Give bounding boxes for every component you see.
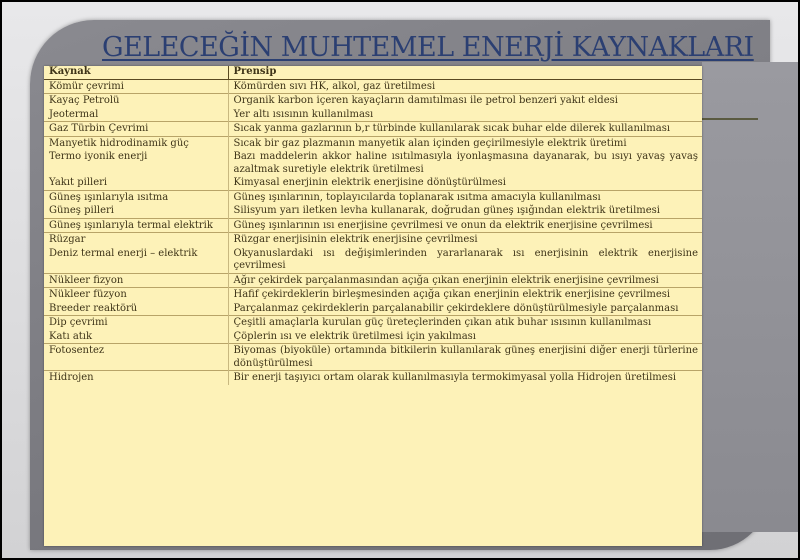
principle-cell: Organik karbon içeren kayaçların damıtılması ile petrol benzeri yakıt eldesi [228,94,702,108]
table-header-row [44,66,702,79]
source-cell: Dip çevrimi [44,316,228,330]
source-cell: Gaz Türbin Çevrimi [44,122,228,137]
source-cell: Rüzgar [44,233,228,247]
principle-cell: Kimyasal enerjinin elektrik enerjisine dönüştürülmesi [228,176,702,190]
source-cell: Katı atık [49,330,93,342]
table-row [44,108,702,122]
table-row [44,330,702,344]
source-cell: Nükleer füzyon [44,288,228,302]
table-row [44,190,702,204]
source-cell: Jeotermal [49,108,99,120]
slide-side-strip [702,62,798,532]
table-row [44,247,702,274]
table-row [44,233,702,247]
table-row [44,218,702,233]
principle-cell: Parçalanmaz çekirdeklerin parçalanabilir çekirdeklere dönüştürülmesiyle parçalanması [228,302,702,316]
source-cell: Nükleer fizyon [44,273,228,288]
table-row [44,316,702,330]
source-cell: Güneş ışınlarıyla termal elektrik [44,218,228,233]
source-cell: Kayaç Petrolü [44,94,228,108]
column-header-principle: Prensip [228,66,702,79]
table-row [44,288,702,302]
column-header-source: Kaynak [44,66,228,79]
principle-cell: Ağır çekirdek parçalanmasından açığa çıkan enerjinin elektrik enerjisine çevrilmesi [228,273,702,288]
principle-cell: Silisyum yarı iletken levha kullanarak, doğrudan güneş ışığından elektrik üretilmesi [228,204,702,218]
table-row [44,344,702,371]
principle-cell: Sıcak bir gaz plazmanın manyetik alan içinden geçirilmesiyle elektrik üretimi [228,136,702,150]
source-cell: Breeder reaktörü [49,302,138,314]
principle-cell: Yer altı ısısının kullanılması [228,108,702,122]
table-row [44,136,702,150]
source-cell: Güneş pilleri [49,205,114,216]
source-cell: Güneş ışınlarıyla ısıtma [44,190,228,204]
source-cell: Deniz termal enerji – elektrik [49,247,198,259]
principle-cell: Çeşitli amaçlarla kurulan güç üreteçlerinden çıkan atık buhar ısısının kullanılması [228,316,702,330]
table-row [44,204,702,218]
principle-cell: Kömürden sıvı HK, alkol, gaz üretilmesi [228,79,702,94]
principle-cell: Hafif çekirdeklerin birleşmesinden açığa çıkan enerjinin elektrik enerjisine çevrilmesi [228,288,702,302]
table-row [44,176,702,190]
principle-cell: Güneş ışınlarının, toplayıcılarda toplanarak ısıtma amacıyla kullanılması [228,190,702,204]
principle-cell: Rüzgar enerjisinin elektrik enerjisine çevrilmesi [228,233,702,247]
principle-cell: Biyomas (biyoküle) ortamında bitkilerin kullanılarak güneş enerjisini diğer enerji türlerine dönüştürülmesi [228,344,702,371]
decorative-line [702,118,758,120]
table-row [44,79,702,94]
principle-cell: Okyanuslardaki ısı değişimlerinden yararlanarak ısı enerjisinin elektrik enerjisine çevrilmesi [228,247,702,274]
principle-cell: Güneş ışınlarının ısı enerjisine çevrilmesi ve onun da elektrik enerjisine çevrilmesi [228,218,702,233]
source-cell: Yakıt pilleri [49,177,108,188]
table-row [44,273,702,288]
energy-sources-table [44,66,702,546]
source-cell: Termo iyonik enerji [49,151,148,162]
slide-title: GELECEĞİN MUHTEMEL ENERJİ KAYNAKLARI [102,32,754,63]
principle-cell: Bir enerji taşıyıcı ortam olarak kullanılmasıyla termokimyasal yolla Hidrojen üretilmesi [228,371,702,385]
source-cell: Fotosentez [44,344,228,371]
principle-cell: Bazı maddelerin akkor haline ısıtılmasıyla iyonlaşmasına dayanarak, bu ısıyı yavaş yavaş azaltmak suretiyle elektrik üretilmesi [228,150,702,176]
table-row [44,94,702,108]
table-row [44,371,702,385]
principle-cell: Sıcak yanma gazlarının b,r türbinde kullanılarak sıcak buhar elde dilerek kullanılması [228,122,702,137]
table-row [44,122,702,137]
table [44,66,702,385]
slide [2,2,798,558]
source-cell: Hidrojen [44,371,228,385]
source-cell: Kömür çevrimi [49,80,124,92]
principle-cell: Çöplerin ısı ve elektrik üretilmesi için yakılması [228,330,702,344]
source-cell: Manyetik hidrodinamik güç [44,136,228,150]
table-row [44,302,702,316]
table-row [44,150,702,176]
